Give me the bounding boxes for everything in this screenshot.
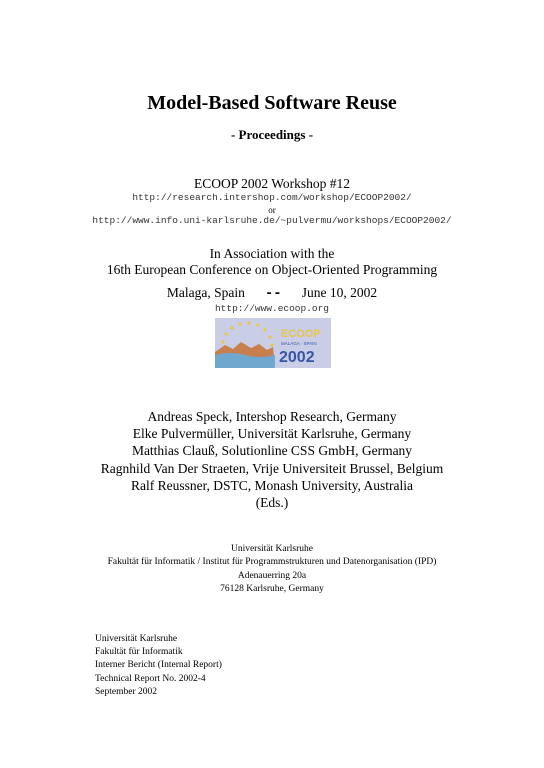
report-line: Interner Bericht (Internal Report): [95, 660, 222, 671]
logo-text-year: 2002: [279, 349, 315, 366]
report-line: September 2002: [95, 686, 158, 697]
report-line: Universität Karlsruhe: [95, 634, 178, 644]
page-title: Model-Based Software Reuse: [147, 92, 397, 114]
or-text: or: [268, 205, 276, 215]
page-subtitle: - Proceedings -: [230, 127, 314, 142]
report-info-block: [95, 633, 222, 699]
institution-block: [0, 543, 544, 596]
institution-line: Universität Karlsruhe: [230, 544, 314, 554]
venue-date: June 10, 2002: [301, 285, 378, 300]
conference-name: 16th European Conference on Object-Oriented Programming: [106, 262, 438, 277]
workshop-name: ECOOP 2002 Workshop #12: [193, 176, 351, 191]
editor-entry: Matthias Clauß, Solutionline CSS GmbH, Germany: [131, 443, 413, 459]
association-line: In Association with the: [209, 246, 335, 261]
institution-line: 76128 Karlsruhe, Germany: [220, 583, 324, 594]
editor-entry: Andreas Speck, Intershop Research, Germany: [147, 409, 397, 424]
report-line: Fakultät für Informatik: [95, 647, 183, 658]
report-line: Technical Report No. 2002-4: [95, 673, 206, 684]
ecoop-url-link[interactable]: http://www.ecoop.org: [214, 303, 330, 314]
institution-line: Adenauerring 20a: [237, 570, 307, 581]
editor-entry: Ragnhild Van Der Straeten, Vrije Universiteit Brussel, Belgium: [100, 460, 444, 476]
editors-list: [0, 408, 544, 511]
workshop-mirror-url-link[interactable]: http://www.info.uni-karlsruhe.de/~pulvermu/workshops/ECOOP2002/: [92, 215, 452, 226]
venue-line: [0, 285, 544, 302]
institution-line: Fakultät für Informatik / Institut für Programmstrukturen und Datenorganisation (IPD): [107, 557, 437, 568]
logo-text-location: MALAGA · SPAIN: [281, 341, 317, 346]
editor-entry: Elke Pulvermüller, Universität Karlsruhe, Germany: [132, 426, 412, 442]
editors-label: (Eds.): [255, 494, 289, 510]
ecoop-2002-logo: [215, 318, 331, 368]
venue-separator: --: [264, 286, 282, 302]
venue-location: Malaga, Spain: [166, 285, 245, 300]
editor-entry: Ralf Reussner, DSTC, Monash University, Australia: [130, 477, 414, 493]
logo-text-ecoop: ECOOP: [281, 328, 321, 340]
workshop-url-link[interactable]: http://research.intershop.com/workshop/ECOOP2002/: [132, 192, 412, 203]
